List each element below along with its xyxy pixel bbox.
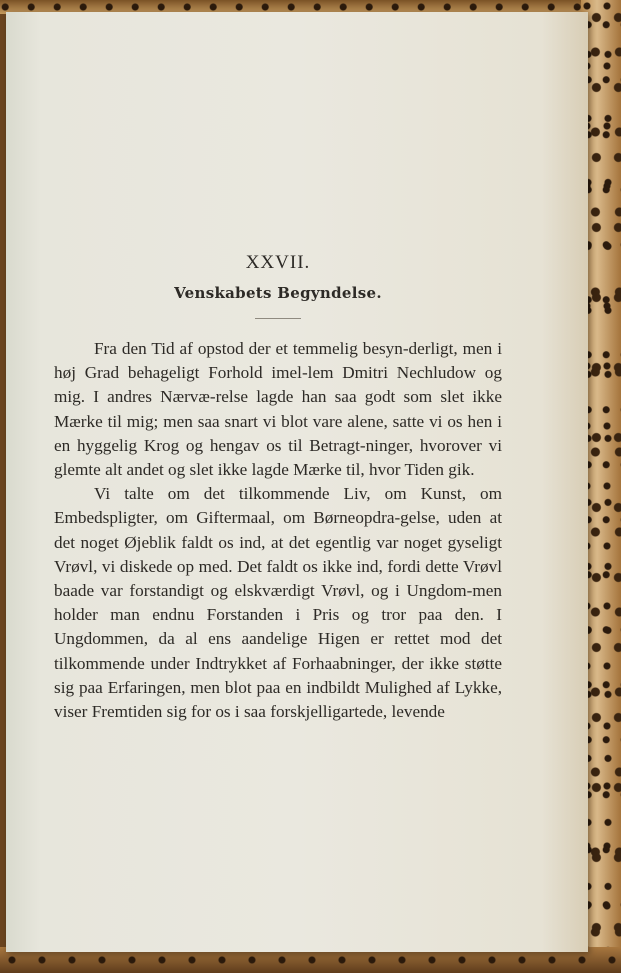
chapter-number: XXVII. — [245, 252, 311, 273]
paragraph: Vi talte om det tilkommende Liv, om Kunst, om Embedspligter, om Giftermaal, om Børneopdra-gelse, uden at det noget Øjeblik faldt os ind, at det egentlig var noget gyseligt Vrøvl, vi diskede op med. Det faldt os ikke ind, fordi dette Vrøvl baade var forstandigt og elskværdigt Vrøvl, og i Ungdom-men holder man endnu Forstanden i Pris og tror paa den. I Ungdommen, da al ens aandelige Higen er rettet mod det tilkommende under Indtrykket af Forhaabninger, der ikke støtte sig paa Erfaringen, men blot paa en indbildt Mulighed af Lykke, viser Fremtiden sig for os i saa forskjelligartede, levende — [54, 484, 502, 722]
book-page — [6, 12, 588, 952]
divider — [255, 318, 301, 319]
page-content — [54, 252, 502, 724]
paragraph: Fra den Tid af opstod der et temmelig besyn-derligt, men i høj Grad behageligt Forhold imel-lem Dmitri Nechludow og mig. I andres Nærvæ-relse lagde han saa godt som slet ikke Mærke til mig; men saa snart vi blot vare alene, satte vi os hen i en hyggelig Krog og hengav os til Betragt-ninger, hvorover vi glemte alt andet og slet ikke lagde Mærke til, hvor Tiden gik. — [54, 339, 502, 480]
chapter-title: Venskabets Begyndelse. — [174, 284, 382, 302]
